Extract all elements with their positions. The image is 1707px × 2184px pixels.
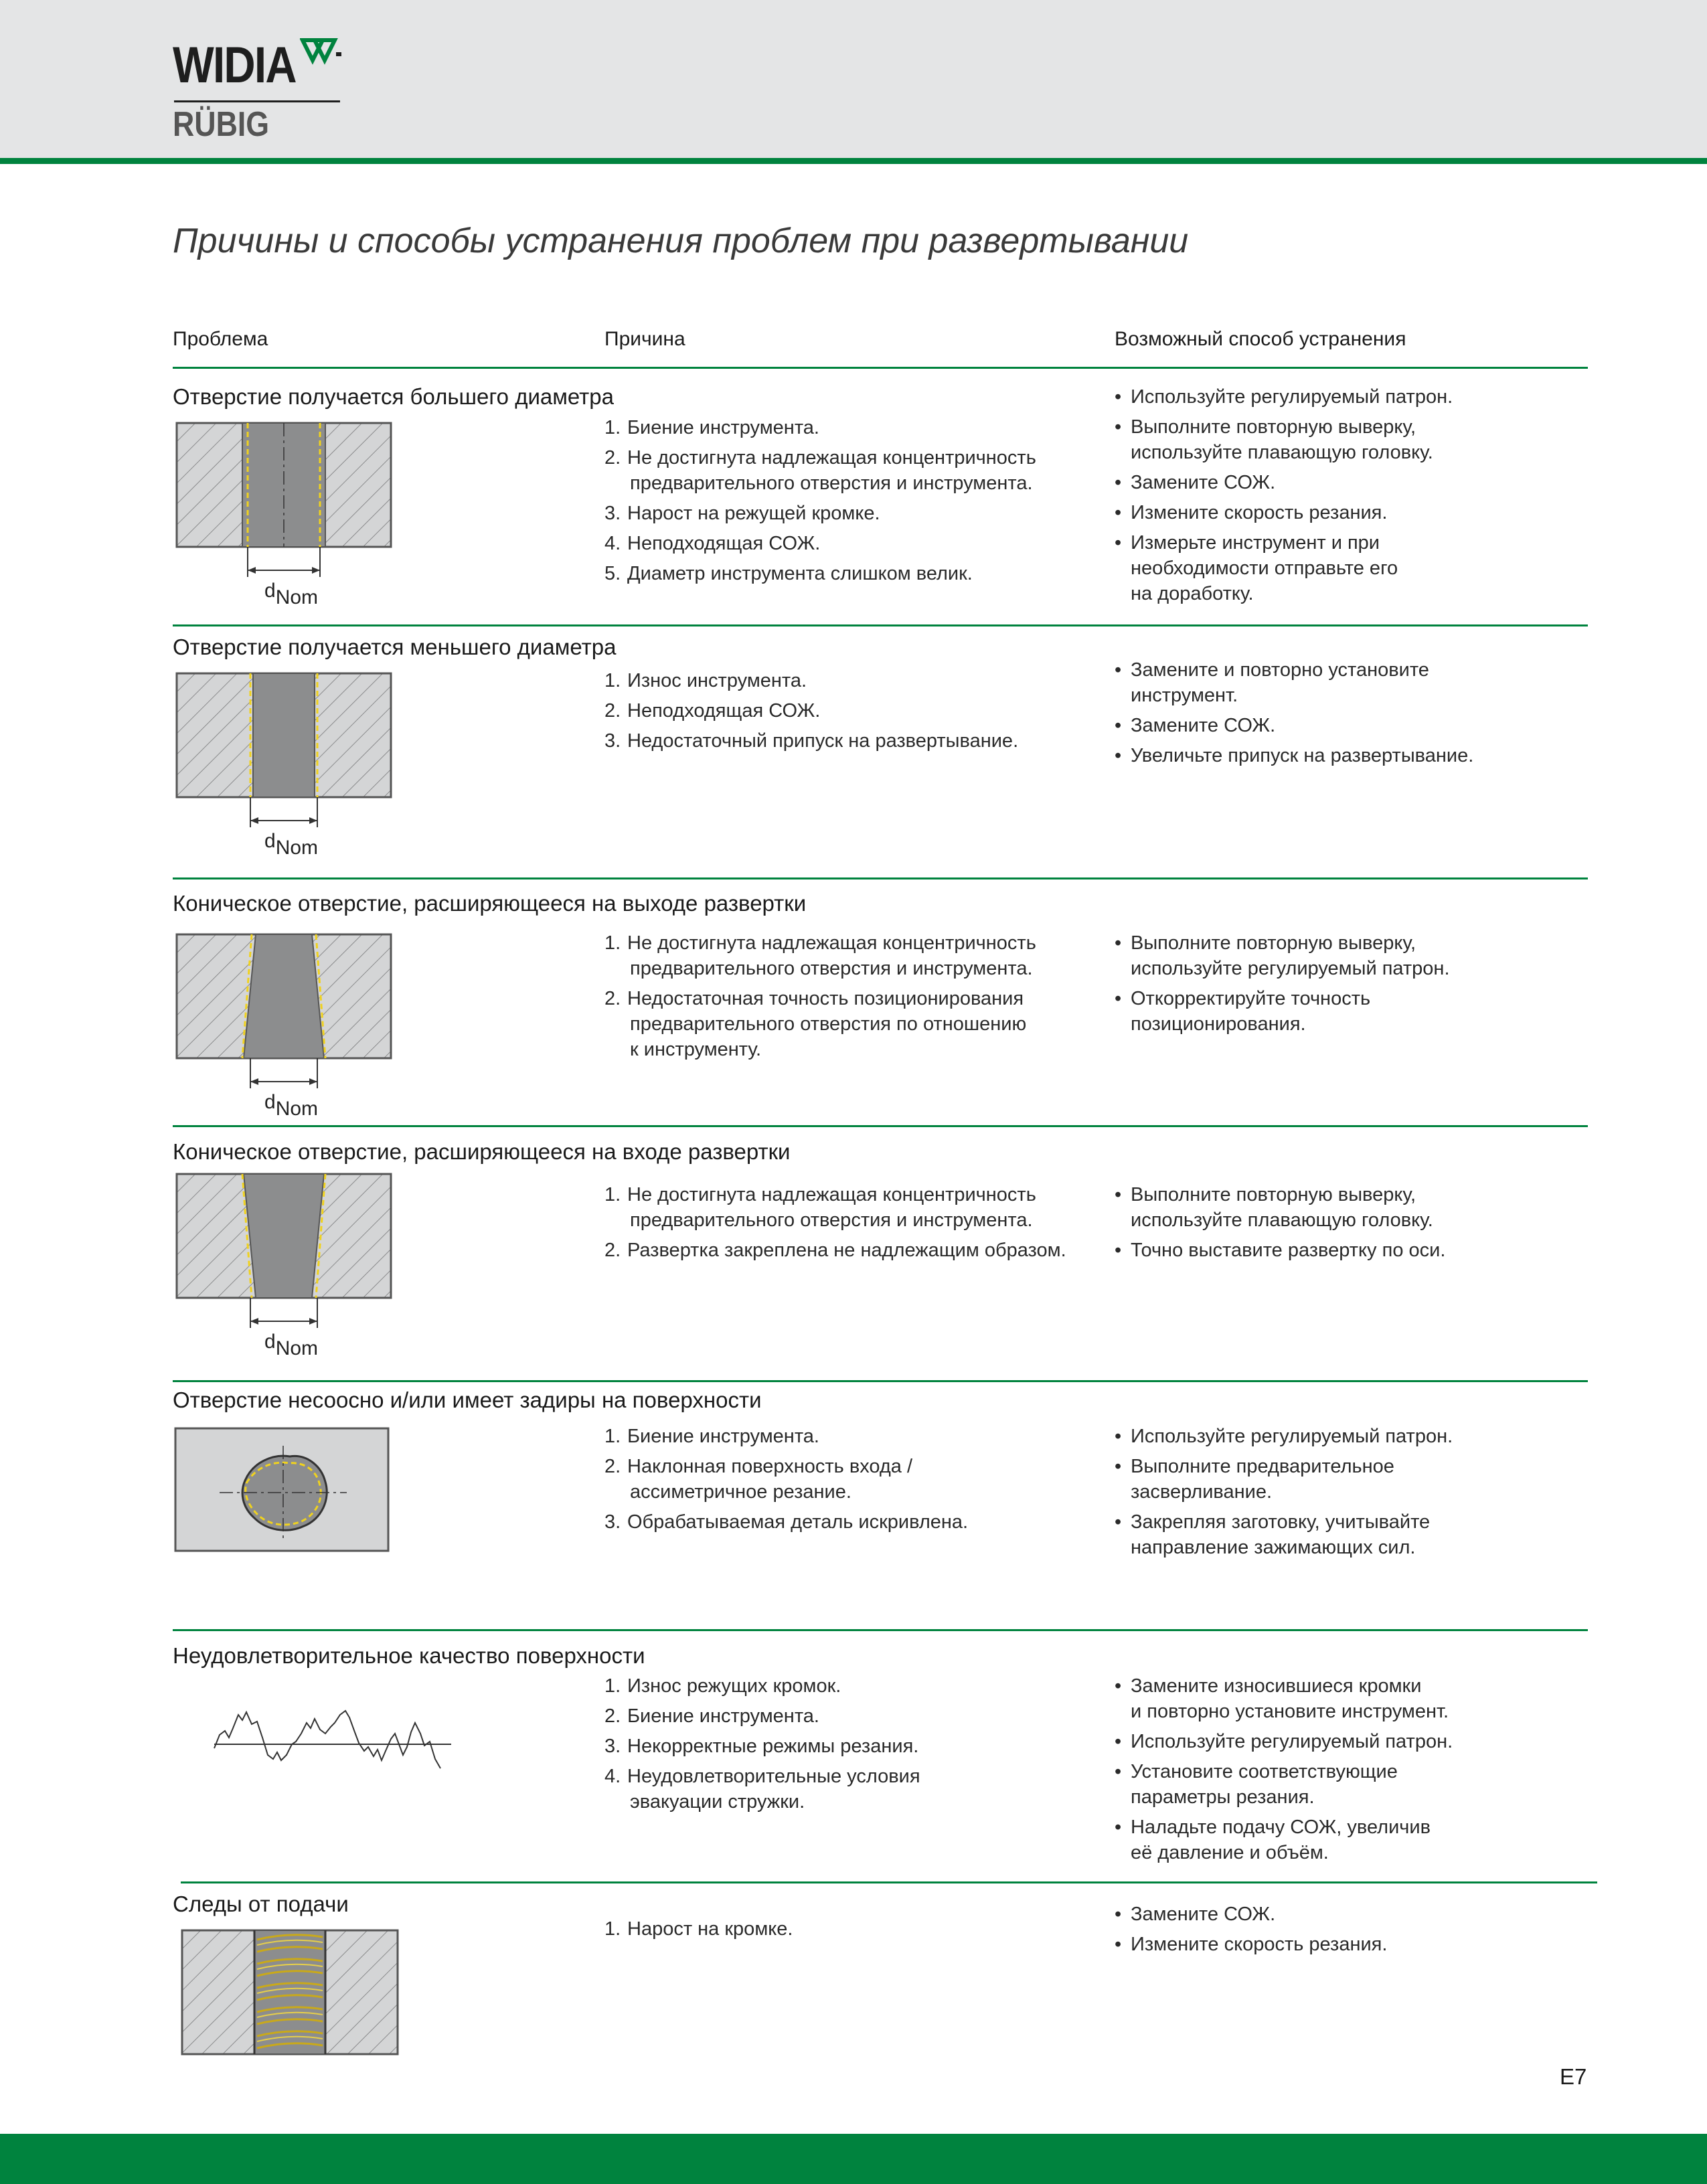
- cause-text-line: Нарост на кромке.: [627, 1918, 793, 1940]
- solution-text-line: инструмент.: [1131, 685, 1238, 706]
- row-problem-title: Коническое отверстие, расширяющееся на входе развертки: [173, 1139, 791, 1164]
- solution-text-line: Откорректируйте точность: [1131, 988, 1371, 1009]
- cause-list: [604, 1424, 968, 1539]
- diameter-label: d: [264, 1331, 276, 1353]
- diameter-subscript: Nom: [275, 837, 319, 859]
- cause-number: 1.: [604, 1184, 621, 1205]
- solution-item: [1115, 1729, 1453, 1754]
- row-divider: [173, 624, 1588, 626]
- cause-text-line: Неподходящая СОЖ.: [627, 700, 821, 722]
- row-problem-title: Неудовлетворительное качество поверхности: [173, 1643, 645, 1668]
- solution-item: [1115, 1673, 1453, 1724]
- cause-number: 2.: [604, 1705, 621, 1727]
- cause-item: [604, 986, 1036, 1062]
- cause-number: 2.: [604, 700, 621, 722]
- svg-text:dNom: [264, 580, 318, 608]
- cause-text-line: Биение инструмента.: [627, 417, 819, 438]
- solution-text-line: Измените скорость резания.: [1131, 1934, 1388, 1955]
- diameter-subscript: Nom: [275, 1337, 319, 1359]
- cause-number: 5.: [604, 563, 621, 584]
- solution-item: [1115, 1424, 1453, 1449]
- solution-text-line: Точно выставите развертку по оси.: [1131, 1240, 1446, 1261]
- cause-text-line: Биение инструмента.: [627, 1705, 819, 1727]
- solution-text-line: Установите соответствующие: [1131, 1761, 1398, 1782]
- solution-text-line: используйте плавающую головку.: [1131, 1209, 1433, 1231]
- cause-item: [604, 1703, 920, 1729]
- cause-item: [604, 561, 1036, 586]
- row-problem-title: Отверстие получается большего диаметра: [173, 384, 615, 409]
- solution-text-line: Увеличьте припуск на развертывание.: [1131, 745, 1474, 766]
- cause-list: [604, 930, 1036, 1067]
- diameter-label: d: [264, 580, 276, 602]
- cause-number: 3.: [604, 1736, 621, 1757]
- cause-item: [604, 728, 1018, 754]
- solution-text-line: Измените скорость резания.: [1131, 502, 1388, 523]
- solution-text-line: Замените износившиеся кромки: [1131, 1675, 1422, 1697]
- cause-item: [604, 1734, 920, 1759]
- cause-item: [604, 445, 1036, 496]
- solution-item: [1115, 1932, 1387, 1957]
- row-problem-title: Следы от подачи: [173, 1892, 349, 1916]
- cause-number: 1.: [604, 1426, 621, 1447]
- row-problem-title: Коническое отверстие, расширяющееся на выходе развертки: [173, 891, 807, 916]
- cause-text-line: Нарост на режущей кромке.: [627, 503, 880, 524]
- feed-marks-diagram: [181, 1929, 402, 2060]
- solution-list: [1115, 1902, 1387, 1962]
- cause-text-line: предварительного отверстия и инструмента.: [630, 1209, 1033, 1231]
- solution-text-line: Замените СОЖ.: [1131, 1904, 1276, 1925]
- cause-item: [604, 1424, 968, 1449]
- solution-text-line: Закрепляя заготовку, учитывайте: [1131, 1511, 1431, 1533]
- solution-item: [1115, 1509, 1453, 1560]
- row-divider: [173, 1380, 1588, 1382]
- solution-text-line: Замените и повторно установите: [1131, 659, 1429, 681]
- hole-smaller-diameter-diagram: [175, 672, 396, 866]
- solution-text-line: Замените СОЖ.: [1131, 472, 1276, 493]
- solution-item: [1115, 1238, 1445, 1263]
- cause-number: 4.: [604, 1766, 621, 1787]
- header-rule: [0, 158, 1707, 164]
- solution-text-line: Используйте регулируемый патрон.: [1131, 1426, 1453, 1447]
- solution-item: [1115, 384, 1453, 410]
- cause-item: [604, 501, 1036, 526]
- solution-item: [1115, 1902, 1387, 1927]
- cause-list: [604, 1916, 793, 1946]
- cause-text-line: к инструменту.: [630, 1039, 762, 1060]
- row-divider: [181, 1881, 1597, 1883]
- solution-list: [1115, 657, 1473, 773]
- cause-item: [604, 1509, 968, 1535]
- cause-text-line: Неподходящая СОЖ.: [627, 533, 821, 554]
- solution-text-line: направление зажимающих сил.: [1131, 1537, 1416, 1558]
- cause-number: 1.: [604, 932, 621, 954]
- cause-item: [604, 1764, 920, 1815]
- cause-text-line: Износ инструмента.: [627, 670, 807, 691]
- brand-primary: WIDIA: [173, 37, 296, 94]
- solution-item: [1115, 1182, 1445, 1233]
- solution-item: [1115, 1454, 1453, 1505]
- cause-list: [604, 415, 1036, 591]
- solution-text-line: используйте плавающую головку.: [1131, 442, 1433, 463]
- solution-item: [1115, 1815, 1453, 1865]
- solution-text-line: Выполните предварительное: [1131, 1456, 1394, 1477]
- cause-text-line: Развертка закреплена не надлежащим образом.: [627, 1240, 1066, 1261]
- misaligned-hole-diagram: [173, 1427, 394, 1554]
- row-divider: [173, 1629, 1588, 1631]
- header-divider: [173, 367, 1588, 369]
- cause-item: [604, 531, 1036, 556]
- tapered-hole-exit-diagram: [175, 933, 396, 1127]
- solution-item: [1115, 1759, 1453, 1810]
- solution-list: [1115, 930, 1450, 1041]
- cause-number: 2.: [604, 1240, 621, 1261]
- solution-text-line: параметры резания.: [1131, 1786, 1315, 1808]
- solution-text-line: засверливание.: [1131, 1481, 1273, 1503]
- solution-text-line: её давление и объём.: [1131, 1842, 1329, 1863]
- brand-logo: [173, 37, 347, 147]
- logo-divider: [174, 100, 340, 102]
- cause-number: 2.: [604, 1456, 621, 1477]
- cause-item: [604, 698, 1018, 724]
- row-problem-title: Отверстие получается меньшего диаметра: [173, 635, 617, 659]
- cause-number: 1.: [604, 417, 621, 438]
- solution-text-line: Выполните повторную выверку,: [1131, 1184, 1416, 1205]
- svg-text:dNom: [264, 1091, 318, 1120]
- cause-number: 1.: [604, 1918, 621, 1940]
- cause-text-line: Износ режущих кромок.: [627, 1675, 841, 1697]
- solution-list: [1115, 1673, 1453, 1870]
- column-header-cause: Причина: [604, 328, 685, 350]
- brand-secondary: RÜBIG: [173, 105, 270, 144]
- solution-item: [1115, 530, 1453, 606]
- cause-item: [604, 1673, 920, 1699]
- cause-text-line: предварительного отверстия и инструмента.: [630, 958, 1033, 979]
- cause-list: [604, 668, 1018, 758]
- cause-item: [604, 415, 1036, 440]
- cause-text-line: Обрабатываемая деталь искривлена.: [627, 1511, 969, 1533]
- tapered-hole-entry-diagram: [175, 1173, 396, 1367]
- cause-text-line: Недостаточная точность позиционирования: [627, 988, 1024, 1009]
- cause-item: [604, 1182, 1066, 1233]
- diameter-label: d: [264, 1091, 276, 1113]
- solution-text-line: и повторно установите инструмент.: [1131, 1701, 1449, 1722]
- solution-text-line: на доработку.: [1131, 583, 1254, 604]
- solution-list: [1115, 1182, 1445, 1268]
- cause-number: 3.: [604, 503, 621, 524]
- cause-text-line: Не достигнута надлежащая концентричность: [627, 932, 1036, 954]
- row-divider: [173, 877, 1588, 879]
- cause-item: [604, 668, 1018, 693]
- solution-item: [1115, 500, 1453, 525]
- solution-text-line: позиционирования.: [1131, 1013, 1306, 1035]
- solution-item: [1115, 713, 1473, 738]
- page-number: E7: [1560, 2064, 1587, 2089]
- diameter-subscript: Nom: [275, 1098, 319, 1120]
- triangle-logo-icon: [300, 36, 343, 68]
- cause-text-line: Недостаточный припуск на развертывание.: [627, 730, 1019, 752]
- cause-item: [604, 1238, 1066, 1263]
- cause-list: [604, 1673, 920, 1819]
- cause-text-line: Диаметр инструмента слишком велик.: [627, 563, 973, 584]
- solution-item: [1115, 470, 1453, 495]
- solution-item: [1115, 743, 1473, 768]
- diameter-label: d: [264, 830, 276, 852]
- cause-text-line: ассиметричное резание.: [630, 1481, 851, 1503]
- solution-text-line: Измерьте инструмент и при: [1131, 532, 1380, 554]
- solution-item: [1115, 986, 1450, 1037]
- cause-text-line: Некорректные режимы резания.: [627, 1736, 919, 1757]
- cause-text-line: Не достигнута надлежащая концентричность: [627, 1184, 1036, 1205]
- cause-item: [604, 1916, 793, 1942]
- diameter-subscript: Nom: [275, 586, 319, 608]
- cause-text-line: Не достигнута надлежащая концентричность: [627, 447, 1036, 469]
- cause-number: 2.: [604, 447, 621, 469]
- cause-text-line: предварительного отверстия по отношению: [630, 1013, 1027, 1035]
- row-problem-title: Отверстие несоосно и/или имеет задиры на поверхности: [173, 1388, 762, 1412]
- solution-list: [1115, 1424, 1453, 1565]
- cause-number: 3.: [604, 730, 621, 752]
- cause-text-line: эвакуации стружки.: [630, 1791, 805, 1813]
- solution-text-line: Используйте регулируемый патрон.: [1131, 1731, 1453, 1752]
- solution-item: [1115, 930, 1450, 981]
- solution-list: [1115, 384, 1453, 611]
- column-header-problem: Проблема: [173, 328, 268, 350]
- solution-item: [1115, 657, 1473, 708]
- surface-roughness-profile-diagram: [213, 1695, 454, 1775]
- footer-band: [0, 2134, 1707, 2184]
- cause-text-line: Неудовлетворительные условия: [627, 1766, 920, 1787]
- cause-number: 3.: [604, 1511, 621, 1533]
- cause-list: [604, 1182, 1066, 1268]
- page-title: Причины и способы устранения проблем при развертывании: [173, 222, 1189, 260]
- cause-number: 1.: [604, 1675, 621, 1697]
- cause-number: 4.: [604, 533, 621, 554]
- cause-number: 2.: [604, 988, 621, 1009]
- solution-text-line: Замените СОЖ.: [1131, 715, 1276, 736]
- cause-text-line: Биение инструмента.: [627, 1426, 819, 1447]
- svg-text:dNom: [264, 1331, 318, 1359]
- cause-text-line: предварительного отверстия и инструмента.: [630, 473, 1033, 494]
- cause-item: [604, 930, 1036, 981]
- solution-text-line: используйте регулируемый патрон.: [1131, 958, 1450, 979]
- solution-text-line: Выполните повторную выверку,: [1131, 932, 1416, 954]
- solution-text-line: Выполните повторную выверку,: [1131, 416, 1416, 438]
- hole-larger-diameter-diagram: [175, 422, 396, 616]
- cause-number: 1.: [604, 670, 621, 691]
- column-header-solution: Возможный способ устранения: [1115, 328, 1406, 350]
- cause-text-line: Наклонная поверхность входа /: [627, 1456, 913, 1477]
- svg-text:dNom: [264, 830, 318, 859]
- cause-item: [604, 1454, 968, 1505]
- solution-text-line: Используйте регулируемый патрон.: [1131, 386, 1453, 408]
- solution-item: [1115, 414, 1453, 465]
- solution-text-line: Наладьте подачу СОЖ, увеличив: [1131, 1817, 1431, 1838]
- solution-text-line: необходимости отправьте его: [1131, 558, 1398, 579]
